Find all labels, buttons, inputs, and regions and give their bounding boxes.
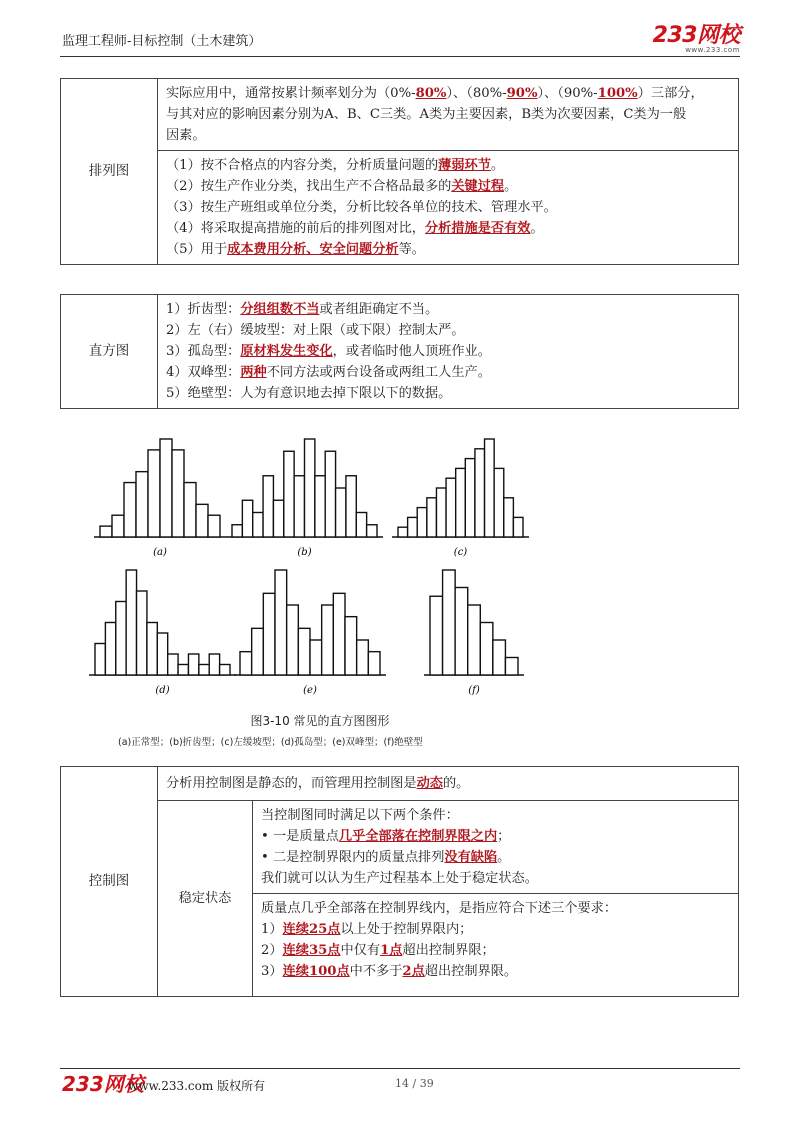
histogram-bar xyxy=(427,498,437,537)
histogram-bar xyxy=(475,449,485,537)
histogram-bar xyxy=(147,623,157,676)
footer-url: www.233.com 版权所有 xyxy=(128,1079,266,1093)
control-label: 控制图 xyxy=(61,767,158,997)
list-item: （1）按不合格点的内容分类，分析质量问题的薄弱环节。 xyxy=(166,158,505,173)
histogram-bar xyxy=(105,623,115,676)
histogram-bar xyxy=(357,640,369,675)
histogram-label: 直方图 xyxy=(61,295,158,409)
histogram-bar xyxy=(505,658,518,676)
histogram-bar xyxy=(465,459,475,537)
stable-cond-a: 当控制图同时满足以下两个条件： • 一是质量点几乎全部落在控制界限之内； • 二是控制界限内的质量点排列没有缺陷。 我们就可以认为生产过程基本上处于稳定状态。 xyxy=(253,801,739,894)
panel-tag: (f) xyxy=(468,685,480,696)
histogram-bar xyxy=(345,617,357,675)
figure-subcaption: (a)正常型；(b)折齿型；(c)左缓坡型；(d)孤岛型；(e)双峰型；(f)绝壁型 xyxy=(118,737,423,748)
histogram-bar xyxy=(336,488,346,537)
histogram-bar xyxy=(408,517,418,537)
histogram-bar xyxy=(284,451,294,537)
histogram-bar xyxy=(333,593,345,675)
histogram-bar xyxy=(184,483,196,537)
pareto-table xyxy=(60,78,739,265)
panel-tag: (d) xyxy=(155,685,170,696)
histogram-bar xyxy=(112,515,124,537)
histogram-bar xyxy=(485,439,495,537)
histogram-bar xyxy=(322,605,334,675)
histogram-bar xyxy=(116,602,126,676)
pareto-intro: 实际应用中，通常按累计频率划分为（0%-80%）、（80%-90%）、（90%-100%）三部分， 与其对应的影响因素分别为A、B、C三类。A类为主要因素，B类为次要因素，C类为一般 因素。 xyxy=(158,79,739,151)
histogram-bar xyxy=(199,665,209,676)
histogram-bar xyxy=(220,665,230,676)
histogram-bar xyxy=(252,628,264,675)
histogram-bar xyxy=(157,633,167,675)
list-item: 3）孤岛型：原材料发生变化，或者临时他人顶班作业。 xyxy=(166,344,491,359)
histogram-bar xyxy=(124,483,136,537)
histogram-bar xyxy=(263,593,275,675)
histogram-bar xyxy=(494,468,504,537)
histogram-bar xyxy=(126,570,136,675)
histogram-bar xyxy=(188,654,198,675)
control-row1: 分析用控制图是静态的，而管理用控制图是动态的。 xyxy=(158,767,739,801)
histogram-table xyxy=(60,294,739,409)
list-item: 1）折齿型：分组组数不当或者组距确定不当。 xyxy=(166,302,439,317)
histogram-bar xyxy=(436,488,446,537)
histogram-bar xyxy=(263,476,273,537)
histogram-bar xyxy=(137,591,147,675)
pareto-label: 排列图 xyxy=(61,79,158,265)
figure-caption: 图3-10 常见的直方图图形 xyxy=(250,714,390,728)
histogram-bar xyxy=(455,588,468,676)
histogram-bar xyxy=(346,476,356,537)
histogram-bar xyxy=(368,652,380,675)
histogram-bar xyxy=(480,623,493,676)
histogram-bar xyxy=(417,508,427,537)
histogram-bar xyxy=(513,517,523,537)
histogram-bar xyxy=(178,665,188,676)
histogram-bar xyxy=(287,605,299,675)
footer-logo: 233网校 xyxy=(62,1072,144,1096)
histogram-bar xyxy=(430,596,443,675)
histogram-bar xyxy=(253,513,263,538)
list-item: （4）将采取提高措施的前后的排列图对比，分析措施是否有效。 xyxy=(166,221,544,236)
histogram-bar xyxy=(160,439,172,537)
histogram-bar xyxy=(294,476,304,537)
histogram-bar xyxy=(456,468,466,537)
logo-url: www.233.com xyxy=(685,46,740,54)
list-item: 5）绝壁型：人为有意识地去掉下限以下的数据。 xyxy=(166,386,452,401)
histogram-bar xyxy=(305,439,315,537)
histogram-bar xyxy=(209,654,219,675)
histogram-bar xyxy=(95,644,105,676)
panel-tag: (c) xyxy=(453,547,468,558)
histogram-bar xyxy=(208,515,220,537)
control-table xyxy=(60,766,739,997)
histogram-figure xyxy=(0,430,800,710)
histogram-bar xyxy=(242,500,252,537)
list-item: （3）按生产班组或单位分类，分析比较各单位的技术、管理水平。 xyxy=(166,200,557,215)
panel-tag: (a) xyxy=(153,547,167,558)
histogram-bar xyxy=(493,640,506,675)
histogram-bar xyxy=(504,498,514,537)
header-title: 监理工程师-目标控制（土木建筑） xyxy=(62,34,262,49)
stable-cond-b: 质量点几乎全部落在控制界线内，是指应符合下述三个要求： 1）连续25点以上处于控制界限内； 2）连续35点中仅有1点超出控制界限； 3）连续100点中不多于2点超出控制界限。 xyxy=(253,894,739,997)
histogram-bar xyxy=(275,570,287,675)
histogram-bar xyxy=(356,513,366,538)
histogram-bar xyxy=(310,640,322,675)
header-rule xyxy=(60,56,740,57)
histogram-bar xyxy=(325,451,335,537)
histogram-bar xyxy=(168,654,178,675)
histogram-bar xyxy=(315,476,325,537)
list-item: 2）左（右）缓坡型：对上限（或下限）控制太严。 xyxy=(166,323,465,338)
pareto-items xyxy=(158,151,739,265)
histogram-bar xyxy=(468,605,481,675)
histogram-items xyxy=(158,295,739,409)
histogram-bar xyxy=(298,628,310,675)
logo-text: 233网校 xyxy=(652,23,740,48)
footer-rule xyxy=(60,1068,740,1069)
list-item: （5）用于成本费用分析、安全问题分析等。 xyxy=(166,242,425,257)
histogram-bar xyxy=(232,525,242,537)
histogram-bar xyxy=(398,527,408,537)
stable-label: 稳定状态 xyxy=(158,801,253,997)
histogram-bar xyxy=(100,526,112,537)
panel-tag: (e) xyxy=(303,685,317,696)
panel-tag: (b) xyxy=(297,547,312,558)
histogram-bar xyxy=(443,570,456,675)
histogram-bar xyxy=(273,500,283,537)
brand-logo xyxy=(653,18,740,54)
histogram-bar xyxy=(367,525,377,537)
histogram-bar xyxy=(148,450,160,537)
list-item: （2）按生产作业分类，找出生产不合格品最多的关键过程。 xyxy=(166,179,518,194)
histogram-bar xyxy=(136,472,148,537)
histogram-bar xyxy=(196,504,208,537)
histogram-bar xyxy=(446,478,456,537)
page-number: 14 / 39 xyxy=(395,1077,434,1090)
list-item: 4）双峰型：两种不同方法或两台设备或两组工人生产。 xyxy=(166,365,491,380)
histogram-bar xyxy=(240,652,252,675)
histogram-bar xyxy=(172,450,184,537)
